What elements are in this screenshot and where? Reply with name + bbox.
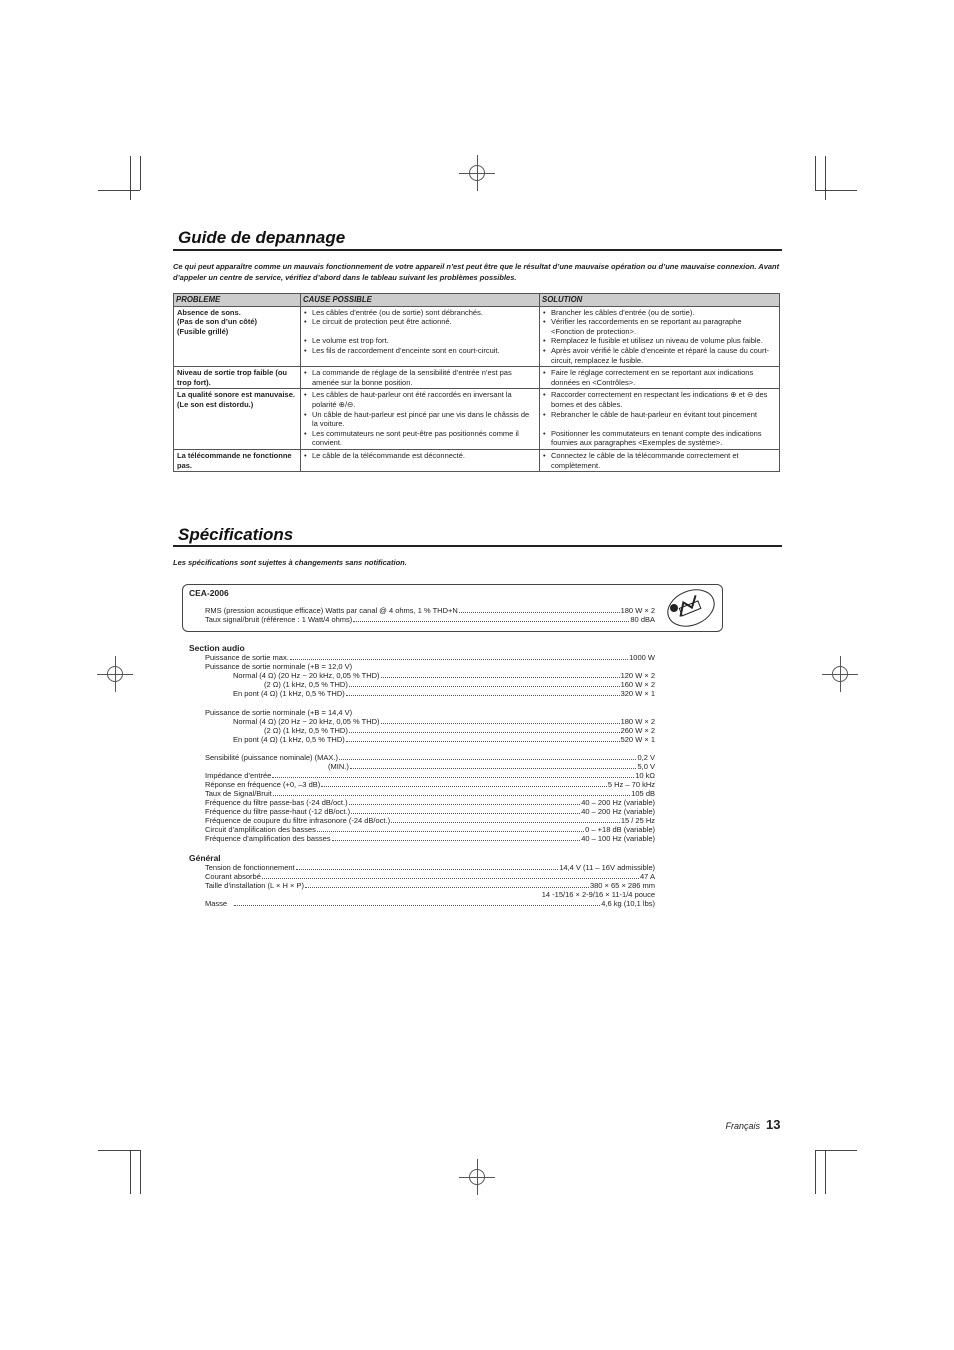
cause-item: • Le câble de la télécommande est déconnecté. [304, 451, 536, 461]
cause-cell [301, 389, 540, 450]
solution-item: • Positionner les commutateurs en tenant compte des indications fournies aux paragraphes <Exemples de système>. [543, 429, 776, 448]
solution-cell [540, 367, 780, 389]
spec-row [205, 653, 655, 662]
solution-cell [540, 449, 780, 471]
cause-cell [301, 367, 540, 389]
spec-label: (2 Ω) (1 kHz, 0,5 % THD) [264, 726, 348, 735]
spec-label: En pont (4 Ω) (1 kHz, 0,5 % THD) [233, 735, 345, 744]
problem-cell [174, 389, 301, 450]
spec-row [205, 753, 655, 762]
guide-title-rule [173, 249, 782, 251]
spec-value: 0 – +18 dB (variable) [585, 825, 655, 834]
troubleshooting-table [173, 293, 780, 472]
cause-item: • Les fils de raccordement d’enceinte sont en court-circuit. [304, 346, 536, 356]
solution-item: • Remplacez le fusible et utilisez un niveau de volume plus faible. [543, 336, 776, 346]
spec-label: (MIN.) [328, 762, 349, 771]
cause-cell [301, 306, 540, 367]
problem-line: La télécommande ne fonctionne pas. [177, 450, 292, 470]
table-row [174, 389, 780, 450]
spec-row [264, 680, 655, 689]
spec-value: 0,2 V [637, 753, 655, 762]
header-solution: SOLUTION [540, 294, 780, 307]
cea-rms-spec [205, 606, 655, 615]
specs-intro: Les spécifications sont sujettes à changements sans notification. [173, 558, 407, 567]
spec-value: 180 W × 2 [620, 606, 655, 615]
guide-intro: Ce qui peut apparaître comme un mauvais fonctionnement de votre appareil n’est peut être que le résultat d’une mauvaise opération ou d’une mauvaise connexion. Avant d’appeler un centre de service, vérifiez d’abord dans le tableau suivant les problèmes possibles. [173, 262, 780, 282]
page-number: 13 [766, 1117, 781, 1132]
solution-item: • Brancher les câbles d’entrée (ou de sortie). [543, 308, 776, 318]
spec-row [205, 881, 655, 890]
spec-label: Puissance de sortie max. [205, 653, 289, 662]
spec-row [205, 798, 655, 807]
spec-label: Tension de fonctionnement [205, 863, 295, 872]
cea-label: CEA-2006 [189, 588, 229, 598]
spec-value: 1000 W [629, 653, 655, 662]
spec-value: 40 – 200 Hz (variable) [581, 807, 655, 816]
cause-item: • La commande de réglage de la sensibilité d’entrée n’est pas amenée sur la bonne position. [304, 368, 536, 387]
spec-label: Fréquence de coupure du filtre infrasonore (-24 dB/oct.) [205, 816, 391, 825]
spec-label: Normal (4 Ω) (20 Hz ~ 20 kHz, 0,05 % THD) [233, 717, 380, 726]
specs-title-rule [173, 545, 782, 547]
spec-value: 260 W × 2 [620, 726, 655, 735]
registration-mark-right [822, 656, 858, 692]
spec-row [205, 825, 655, 834]
cause-item: • Le circuit de protection peut être actionné. [304, 317, 536, 327]
spec-value: 14,4 V (11 – 16V admissible) [559, 863, 655, 872]
spec-label: Fréquence d’amplification des basses [205, 834, 331, 843]
spec-row [205, 816, 655, 825]
solution-item: • Raccorder correctement en respectant les indications ⊕ et ⊖ des bornes et des câbles. [543, 390, 776, 409]
spec-row [233, 717, 655, 726]
spec-group-label: Puissance de sortie norminale (+B = 14,4 V) [205, 708, 353, 717]
spec-value: 120 W × 2 [620, 671, 655, 680]
spec-label: Courant absorbé [205, 872, 261, 881]
problem-line: Niveau de sortie trop faible (ou trop fort). [177, 368, 288, 387]
spec-row [205, 807, 655, 816]
spec-row [328, 762, 655, 771]
spec-label: Masse [205, 899, 228, 908]
cause-item: • Les câbles d’entrée (ou de sortie) sont débranchés. [304, 308, 536, 318]
footer-language: Français [725, 1121, 760, 1131]
problem-cell [174, 306, 301, 367]
general-heading: Général [189, 853, 221, 863]
spec-row [233, 689, 655, 698]
spec-label: Taux de Signal/Bruit [205, 789, 272, 798]
solution-item: • Vérifier les raccordements en se reportant au paragraphe <Fonction de protection>. [543, 317, 776, 336]
spec-value: 160 W × 2 [620, 680, 655, 689]
spec-row [205, 863, 655, 872]
solution-item: • Après avoir vérifié le câble d’enceinte et réparé la cause du court-circuit, remplacez le fusible. [543, 346, 776, 365]
spec-label: Sensibilité (puissance nominale) (MAX.) [205, 753, 338, 762]
spec-row [233, 735, 655, 744]
cause-item: • Les commutateurs ne sont peut-être pas positionnés comme il convient. [304, 429, 536, 448]
spec-group-label: Puissance de sortie norminale (+B = 12,0 V) [205, 662, 353, 671]
spec-label: RMS (pression acoustique efficace) Watts par canal @ 4 ohms, 1 % THD+N [205, 606, 458, 615]
solution-item: • Rebrancher le câble de haut-parleur en évitant tout pincement [543, 410, 776, 420]
spec-label: Taux signal/bruit (référence : 1 Watt/4 ohms) [205, 615, 353, 624]
spec-row [205, 780, 655, 789]
spec-label: Taille d’installation (L × H × P) [205, 881, 304, 890]
spec-value: 4,6 kg (10,1 lbs) [601, 899, 655, 908]
spec-value: 105 dB [631, 789, 655, 798]
spec-label: Réponse en fréquence (+0, –3 dB) [205, 780, 321, 789]
spec-value: 180 W × 2 [620, 717, 655, 726]
spec-label: (2 Ω) (1 kHz, 0,5 % THD) [264, 680, 348, 689]
spec-label: Normal (4 Ω) (20 Hz ~ 20 kHz, 0,05 % THD) [233, 671, 380, 680]
spec-label: Impédance d’entrée [205, 771, 272, 780]
spec-value: 40 – 200 Hz (variable) [581, 798, 655, 807]
header-problem: PROBLEME [174, 294, 301, 307]
spec-row [205, 872, 655, 881]
spec-row [264, 726, 655, 735]
problem-cell [174, 449, 301, 471]
spec-label: Fréquence du filtre passe-bas (-24 dB/oct.) [205, 798, 348, 807]
spec-value: 380 × 65 × 286 mm [589, 881, 655, 890]
spec-label: Circuit d’amplification des basses [205, 825, 316, 834]
spec-value: 80 dBA [630, 615, 655, 624]
problem-cell [174, 367, 301, 389]
spec-value: 47 A [639, 872, 655, 881]
spec-label: En pont (4 Ω) (1 kHz, 0,5 % THD) [233, 689, 345, 698]
spec-value: 520 W × 1 [620, 735, 655, 744]
registration-mark-bottom [459, 1159, 495, 1195]
table-row [174, 449, 780, 471]
spec-row [205, 789, 655, 798]
spec-value: 320 W × 1 [620, 689, 655, 698]
spec-value: 5 Hz – 70 kHz [607, 780, 655, 789]
table-row [174, 367, 780, 389]
solution-cell [540, 389, 780, 450]
spec-value: 15 / 25 Hz [620, 816, 655, 825]
solution-cell [540, 306, 780, 367]
spec-value: 5,0 V [637, 762, 655, 771]
audio-heading: Section audio [189, 643, 245, 653]
guide-title: Guide de depannage [178, 228, 346, 247]
solution-item: • Faire le réglage correctement en se reportant aux indications données en <Contrôles>. [543, 368, 776, 387]
spec-row [205, 834, 655, 843]
spec-value: 40 – 100 Hz (variable) [581, 834, 655, 843]
spec-row [205, 771, 655, 780]
cause-item: • Le volume est trop fort. [304, 336, 536, 346]
spec-row [233, 671, 655, 680]
registration-mark-left [97, 656, 133, 692]
problem-line: Absence de sons. (Pas de son d’un côté) (Fusible grillé) [177, 307, 258, 336]
cea-compliant-logo [664, 586, 718, 630]
solution-item: • Connectez le câble de la télécommande correctement et complètement. [543, 451, 776, 470]
spec-value-continued: 14 -15/16 × 2-9/16 × 11-1/4 pouce [541, 890, 655, 899]
spec-label: Fréquence du filtre passe-haut (-12 dB/oct.) [205, 807, 351, 816]
cea-snr-spec [205, 615, 655, 624]
cause-item: • Un câble de haut-parleur est pincé par une vis dans le châssis de la voiture. [304, 410, 536, 429]
header-cause: CAUSE POSSIBLE [301, 294, 540, 307]
cause-cell [301, 449, 540, 471]
problem-line: La qualité sonore est manuvaise. (Le son est distordu.) [177, 390, 295, 409]
spec-row [205, 899, 655, 908]
spec-value: 10 kΩ [635, 771, 655, 780]
specs-title: Spécifications [178, 525, 294, 544]
table-row [174, 306, 780, 367]
registration-mark-top [459, 155, 495, 191]
cause-item: • Les câbles de haut-parleur ont été raccordés en inversant la polarité ⊕/⊖. [304, 390, 536, 409]
